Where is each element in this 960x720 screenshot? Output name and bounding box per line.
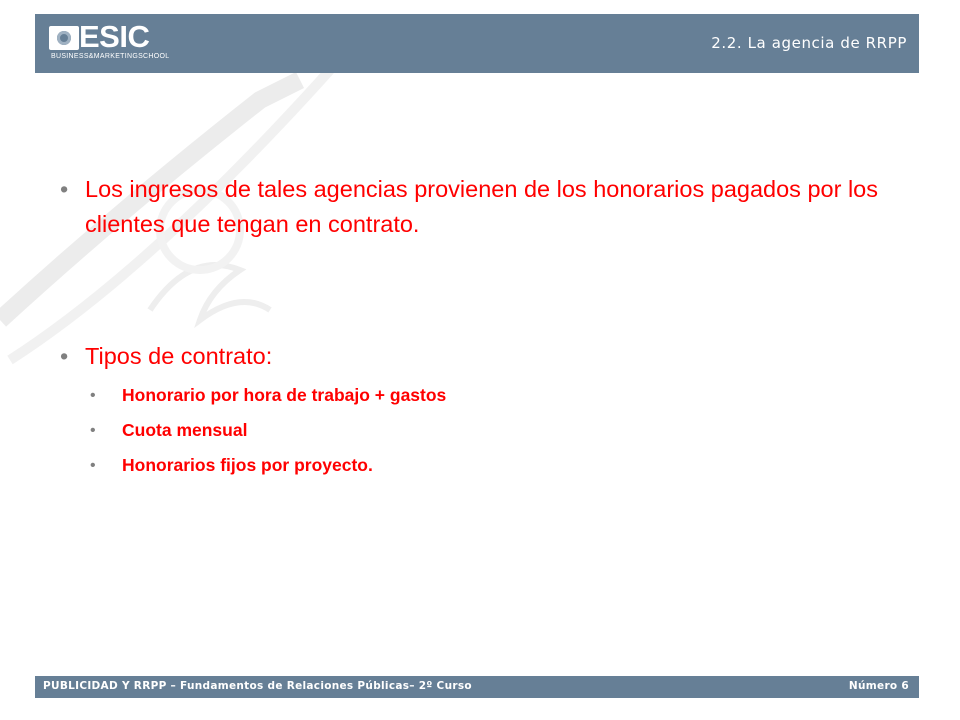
section-title: 2.2. La agencia de RRPP (711, 34, 907, 52)
sub-bullet-text: Honorarios fijos por proyecto. (122, 455, 373, 475)
sub-bullet-text: Cuota mensual (122, 420, 248, 440)
header-bar (35, 14, 919, 73)
sub-bullet-dot-icon: • (90, 457, 96, 474)
sub-bullet-item (60, 378, 900, 413)
sub-bullet-item (60, 413, 900, 448)
bullet-dot-icon: • (60, 343, 69, 369)
sub-bullet-item (60, 448, 900, 483)
logo-tagline: BUSINESS&MARKETINGSCHOOL (51, 53, 170, 60)
sub-bullet-text: Honorario por hora de trabajo + gastos (122, 385, 447, 405)
sub-bullet-dot-icon: • (90, 422, 96, 439)
bullet-text: Tipos de contrato: (85, 343, 273, 369)
footer-page-number: Número 6 (848, 680, 909, 692)
logo-text: ESIC (79, 19, 150, 54)
contract-types-list (60, 378, 900, 483)
esic-logo (49, 19, 189, 64)
slide-content (60, 172, 900, 483)
footer-bar (35, 676, 919, 698)
bullet-text: Los ingresos de tales agencias provienen de los honorarios pagados por los clientes que tengan en contrato. (85, 176, 878, 237)
sub-bullet-dot-icon: • (90, 387, 96, 404)
esic-emblem-icon (49, 26, 79, 50)
footer-course-text: PUBLICIDAD Y RRPP – Fundamentos de Relaciones Públicas– 2º Curso (43, 680, 472, 692)
bullet-dot-icon: • (60, 176, 69, 202)
bullet-item (60, 172, 900, 242)
bullet-item (60, 339, 900, 374)
